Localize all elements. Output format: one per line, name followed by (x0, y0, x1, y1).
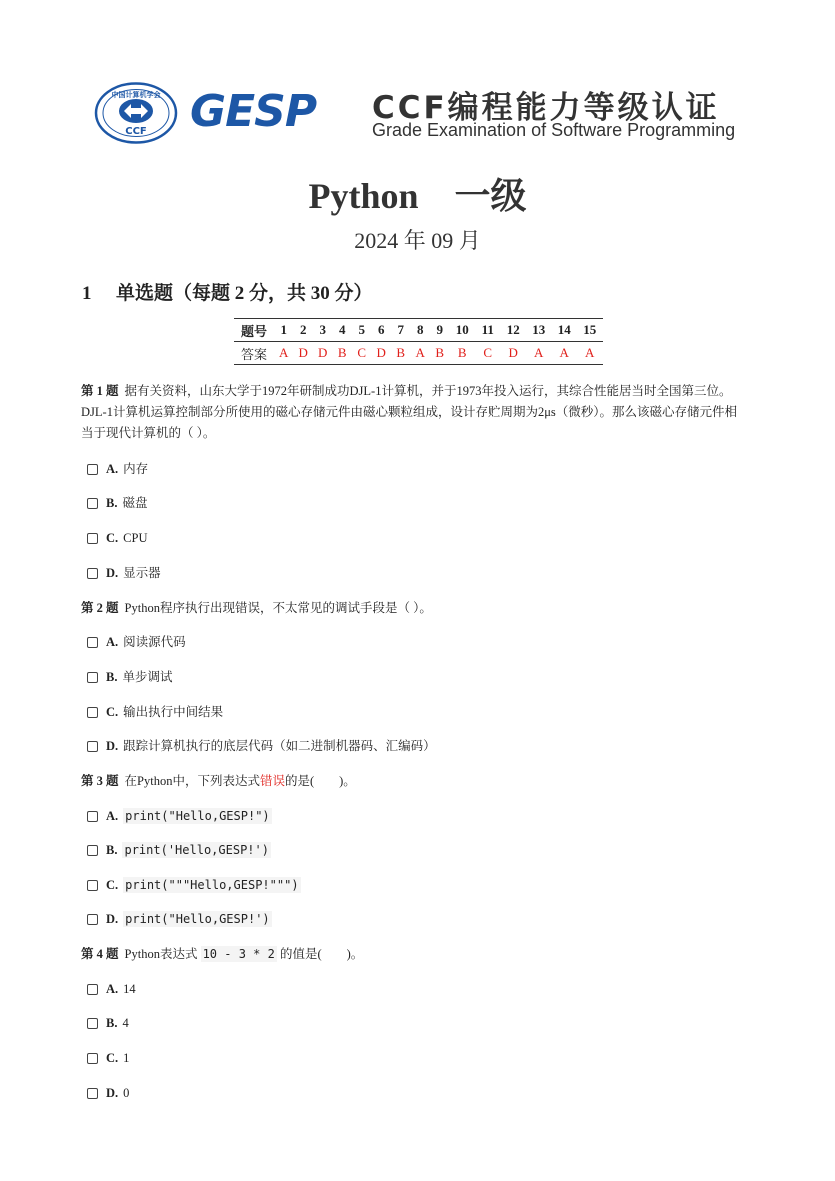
answer-table-value-row (234, 342, 603, 365)
question-number-cell: 11 (475, 319, 501, 342)
option-2a[interactable] (87, 633, 186, 651)
option-key: D. (106, 566, 119, 580)
answer-cell: B (391, 342, 411, 365)
option-key: A. (106, 982, 119, 996)
question-number-cell: 9 (430, 319, 450, 342)
question-number-cell: 3 (313, 319, 333, 342)
question-number-cell: 14 (552, 319, 578, 342)
question-text-after: 的是( )。 (284, 774, 356, 788)
option-1c[interactable] (87, 529, 147, 547)
seal-text-top: 中国计算机学会 (111, 91, 161, 99)
question-number-cell: 15 (577, 319, 603, 342)
question-text-before: Python表达式 (124, 947, 198, 961)
option-key: A. (106, 462, 119, 476)
answer-cell: A (577, 342, 603, 365)
option-1b[interactable] (87, 494, 147, 512)
question-label: 第 2 题 (81, 601, 119, 615)
option-text: 内存 (123, 462, 149, 476)
section-number: 1 (82, 283, 92, 304)
option-4b[interactable] (87, 1014, 129, 1032)
question-text-before: 在Python中，下列表达式 (124, 774, 260, 788)
question-number-cell: 4 (333, 319, 353, 342)
option-2c[interactable] (87, 703, 223, 721)
question-number-cell: 6 (372, 319, 392, 342)
option-text: 0 (123, 1086, 130, 1100)
option-text: CPU (123, 531, 148, 545)
checkbox-icon[interactable] (87, 637, 98, 648)
question-text: Python程序执行出现错误，不太常见的调试手段是（ ）。 (124, 601, 432, 615)
header (94, 82, 754, 144)
option-text: 4 (122, 1016, 129, 1030)
option-2d[interactable] (87, 737, 436, 755)
option-code: print("Hello,GESP!') (125, 912, 270, 926)
option-4c[interactable] (87, 1049, 129, 1067)
question-number-cell: 8 (411, 319, 431, 342)
option-text: 阅读源代码 (123, 635, 186, 649)
question-number-cell: 1 (274, 319, 294, 342)
option-3b[interactable] (87, 841, 271, 859)
option-text: 单步调试 (122, 670, 173, 684)
option-3c[interactable] (87, 876, 301, 894)
checkbox-icon[interactable] (87, 1053, 98, 1064)
question-number-cell: 13 (526, 319, 552, 342)
option-text: 跟踪计算机执行的底层代码（如二进制机器码、汇编码） (123, 739, 436, 753)
option-key: B. (106, 843, 118, 857)
checkbox-icon[interactable] (87, 914, 98, 925)
question-3 (81, 771, 746, 792)
checkbox-icon[interactable] (87, 568, 98, 579)
checkbox-icon[interactable] (87, 741, 98, 752)
ccf-seal-logo (94, 82, 178, 144)
option-key: A. (106, 635, 119, 649)
answer-cell: A (526, 342, 552, 365)
answer-cell: B (450, 342, 476, 365)
option-code: print("Hello,GESP!") (125, 809, 270, 823)
question-number-cell: 5 (352, 319, 372, 342)
answer-cell: D (313, 342, 333, 365)
checkbox-icon[interactable] (87, 1088, 98, 1099)
option-1d[interactable] (87, 564, 161, 582)
answer-table-header-row (234, 319, 603, 342)
option-text: 磁盘 (122, 496, 148, 510)
section-heading (82, 278, 373, 305)
option-2b[interactable] (87, 668, 172, 686)
option-key: C. (106, 878, 119, 892)
option-text: 输出执行中间结果 (123, 705, 224, 719)
option-key: D. (106, 739, 119, 753)
answer-cell: D (294, 342, 314, 365)
question-text-after: 的值是( )。 (279, 947, 364, 961)
question-number-cell: 10 (450, 319, 476, 342)
question-4 (81, 944, 746, 965)
option-text: 显示器 (123, 566, 161, 580)
checkbox-icon[interactable] (87, 1018, 98, 1029)
answer-cell: D (372, 342, 392, 365)
checkbox-icon[interactable] (87, 533, 98, 544)
seal-text-bottom: CCF (125, 126, 147, 137)
option-key: B. (106, 1016, 118, 1030)
option-3d[interactable] (87, 910, 272, 928)
checkbox-icon[interactable] (87, 811, 98, 822)
option-key: A. (106, 809, 119, 823)
question-label: 第 4 题 (81, 947, 119, 961)
question-1 (81, 381, 746, 444)
checkbox-icon[interactable] (87, 464, 98, 475)
option-key: B. (106, 670, 118, 684)
checkbox-icon[interactable] (87, 880, 98, 891)
answer-cell: C (475, 342, 501, 365)
option-key: C. (106, 705, 119, 719)
question-text: 据有关资料，山东大学于1972年研制成功DJL-1计算机，并于1973年投入运行，其综合性能居当时全国第三位。DJL-1计算机运算控制部分所使用的磁心存储元件由磁心颗粒组成，设计存贮周期为2μs（微秒）。那么该磁心存储元件相当于现代计算机的（ ）。 (81, 384, 738, 440)
option-key: D. (106, 912, 119, 926)
answer-table (234, 318, 603, 365)
question-number-cell: 12 (501, 319, 527, 342)
question-number-cell: 7 (391, 319, 411, 342)
checkbox-icon[interactable] (87, 707, 98, 718)
question-text-highlight: 错误 (259, 774, 285, 788)
option-1a[interactable] (87, 460, 148, 478)
answer-cell: A (552, 342, 578, 365)
answer-cell: D (501, 342, 527, 365)
header-label: 题号 (234, 319, 274, 342)
answer-cell: B (430, 342, 450, 365)
option-code: print("""Hello,GESP!""") (125, 878, 299, 892)
option-3a[interactable] (87, 807, 272, 825)
question-code: 10 - 3 * 2 (202, 947, 275, 961)
answer-cell: C (352, 342, 372, 365)
option-4a[interactable] (87, 980, 136, 998)
question-2 (81, 598, 746, 619)
gesp-logo: GESP (190, 86, 317, 137)
option-4d[interactable] (87, 1084, 129, 1102)
brand-title-cn: CCF编程能力等级认证 (372, 90, 720, 126)
option-text: 1 (123, 1051, 130, 1065)
section-title: 单选题（每题 2 分，共 30 分） (116, 283, 373, 304)
checkbox-icon[interactable] (87, 845, 98, 856)
checkbox-icon[interactable] (87, 672, 98, 683)
question-label: 第 3 题 (81, 774, 119, 788)
answer-cell: B (333, 342, 353, 365)
answer-cell: A (411, 342, 431, 365)
question-label: 第 1 题 (81, 384, 119, 398)
answer-label: 答案 (234, 342, 274, 365)
page-title: Python 一级 (308, 176, 527, 216)
answer-cell: A (274, 342, 294, 365)
option-key: B. (106, 496, 118, 510)
option-key: C. (106, 1051, 119, 1065)
option-text: 14 (123, 982, 136, 996)
checkbox-icon[interactable] (87, 498, 98, 509)
brand-title-en: Grade Examination of Software Programming (372, 120, 736, 140)
option-key: D. (106, 1086, 119, 1100)
checkbox-icon[interactable] (87, 984, 98, 995)
option-key: C. (106, 531, 119, 545)
question-number-cell: 2 (294, 319, 314, 342)
option-code: print('Hello,GESP!') (124, 843, 269, 857)
exam-date: 2024 年 09 月 (354, 228, 481, 253)
